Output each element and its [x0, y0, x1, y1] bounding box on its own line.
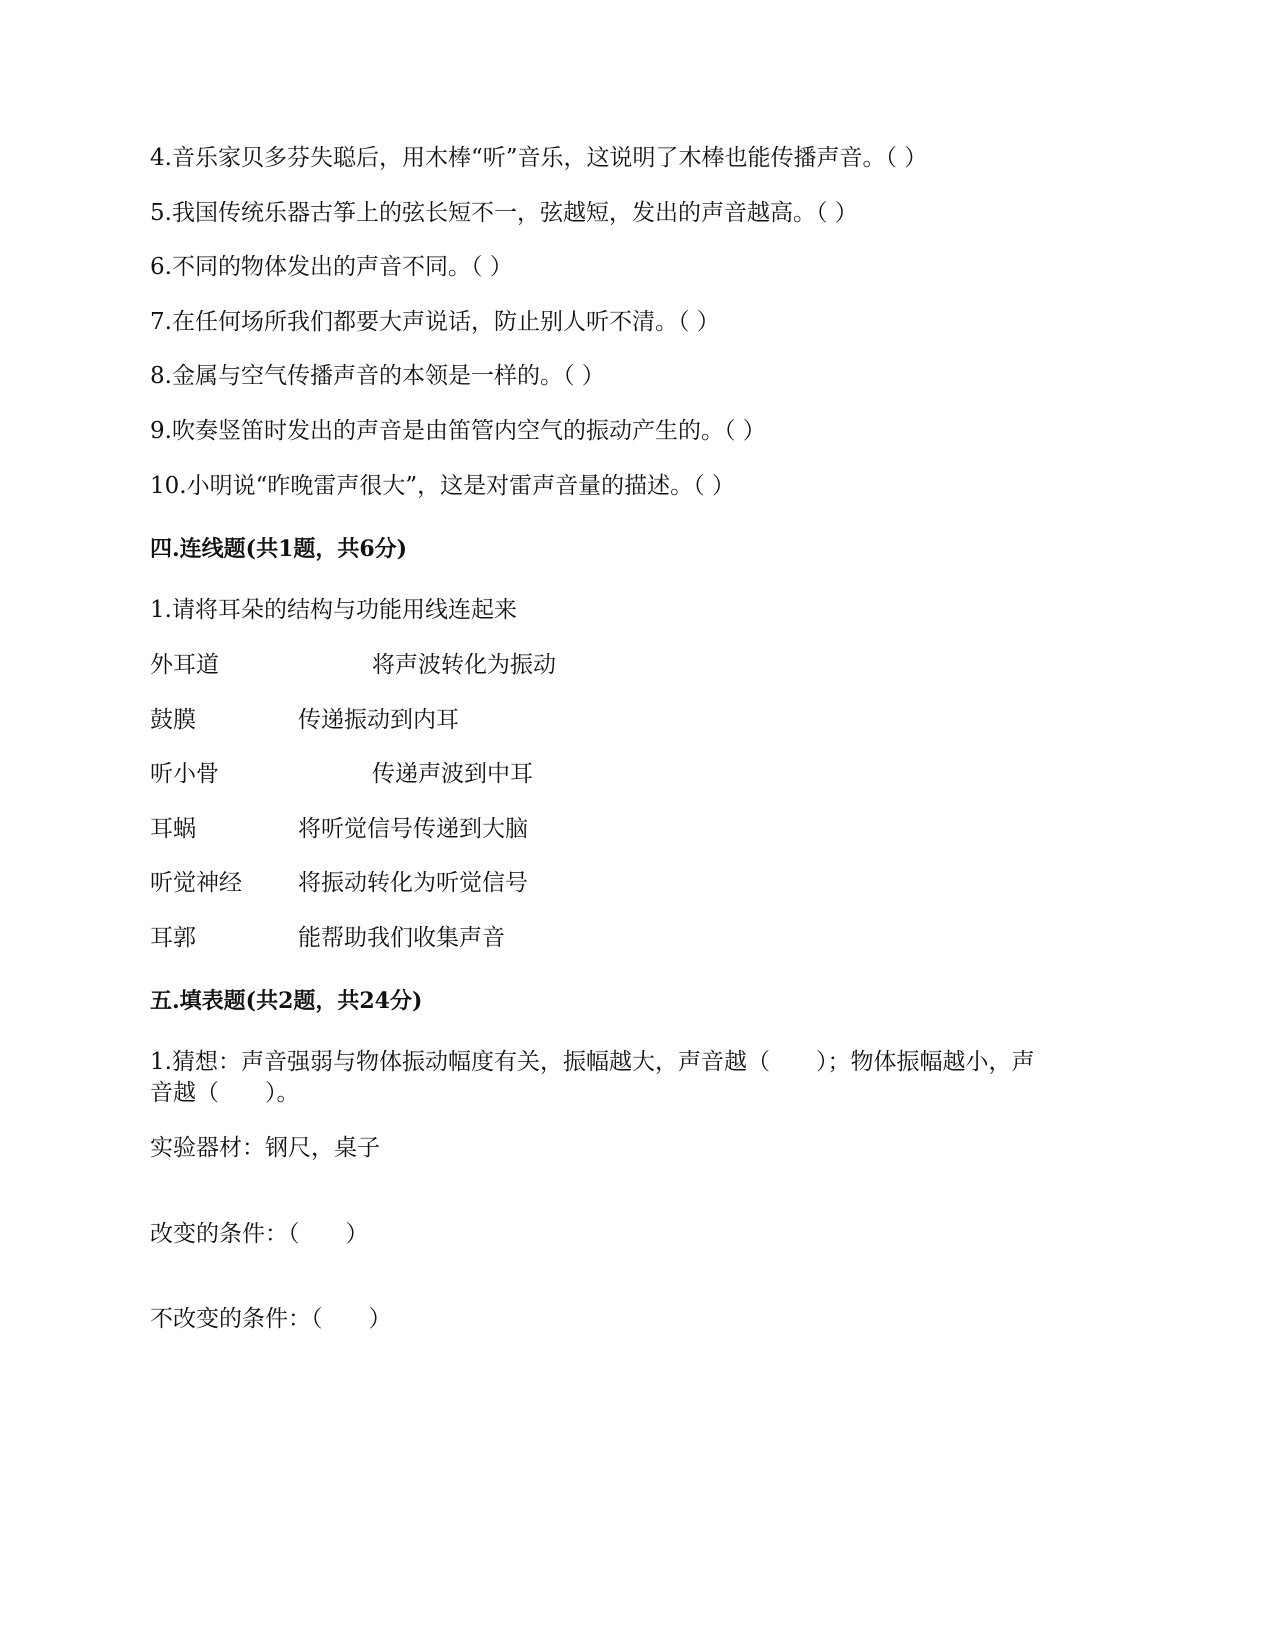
- ear-function-label: 能帮助我们收集声音: [298, 925, 505, 951]
- judgment-item-10: 10.小明说“昨晚雷声很大”，这是对雷声音量的描述。（ ）: [150, 473, 735, 499]
- judgment-item-7: 7.在任何场所我们都要大声说话，防止别人听不清。（ ）: [150, 309, 720, 335]
- matching-question: 1.请将耳朵的结构与功能用线连起来: [150, 597, 517, 623]
- judgment-item-9: 9.吹奏竖笛时发出的声音是由笛管内空气的振动产生的。（ ）: [150, 418, 766, 444]
- hypothesis-question-line1: 1.猜想：声音强弱与物体振动幅度有关，振幅越大，声音越（ ）；物体振幅越小，声: [150, 1049, 1035, 1075]
- judgment-item-4: 4.音乐家贝多芬失聪后，用木棒“听”音乐，这说明了木棒也能传播声音。（ ）: [150, 145, 928, 171]
- judgment-item-6: 6.不同的物体发出的声音不同。（ ）: [150, 254, 513, 280]
- ear-structure-label: 鼓膜: [150, 707, 196, 733]
- ear-function-label: 将声波转化为振动: [372, 652, 556, 678]
- hypothesis-question-line2: 音越（ ）。: [150, 1080, 300, 1106]
- ear-structure-label: 耳蜗: [150, 816, 196, 842]
- ear-structure-label: 听觉神经: [150, 870, 242, 896]
- ear-structure-label: 听小骨: [150, 761, 219, 787]
- ear-function-label: 传递声波到中耳: [372, 761, 533, 787]
- section-heading-matching: 四.连线题(共1题，共6分): [150, 536, 408, 562]
- unchanged-condition-text: 不改变的条件：（ ）: [150, 1306, 392, 1332]
- ear-structure-label: 外耳道: [150, 652, 219, 678]
- ear-function-label: 将听觉信号传递到大脑: [298, 816, 528, 842]
- ear-structure-label: 耳郭: [150, 925, 196, 951]
- ear-function-label: 将振动转化为听觉信号: [298, 870, 528, 896]
- ear-function-label: 传递振动到内耳: [298, 707, 459, 733]
- judgment-item-8: 8.金属与空气传播声音的本领是一样的。（ ）: [150, 363, 605, 389]
- changed-condition-text: 改变的条件：（ ）: [150, 1221, 369, 1247]
- judgment-item-5: 5.我国传统乐器古筝上的弦长短不一，弦越短，发出的声音越高。（ ）: [150, 200, 858, 226]
- materials-text: 实验器材：钢尺，桌子: [150, 1135, 380, 1161]
- section-heading-fill-table: 五.填表题(共2题，共24分): [150, 988, 423, 1014]
